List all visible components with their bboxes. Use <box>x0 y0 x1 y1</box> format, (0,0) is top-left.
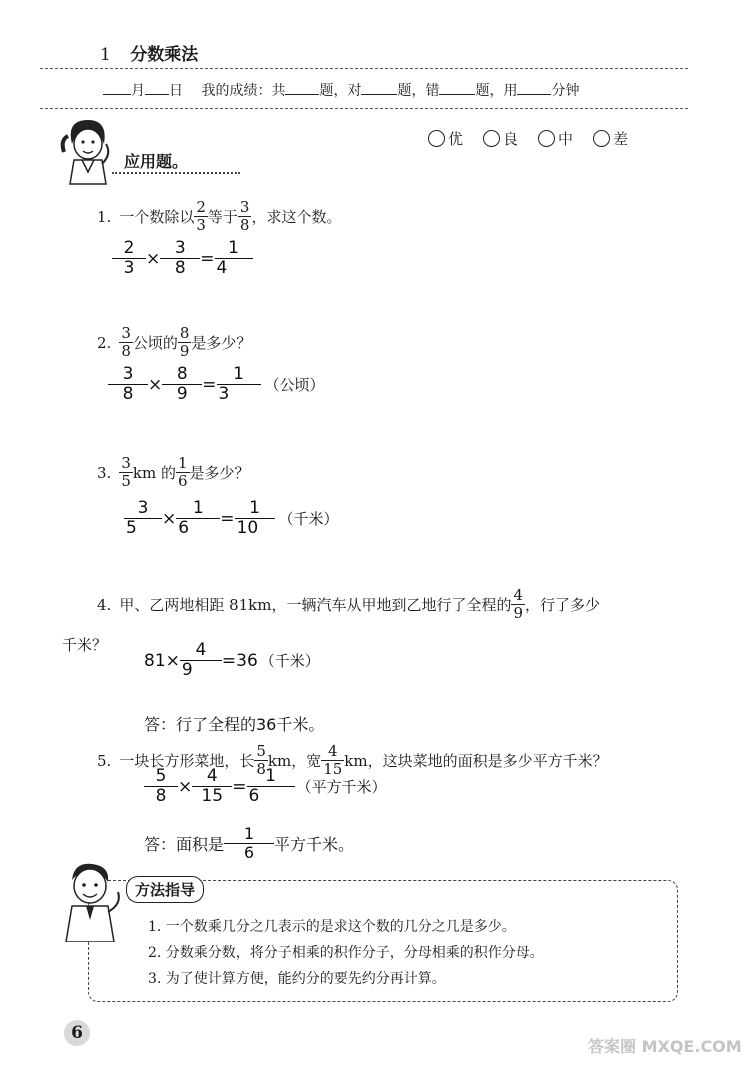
page-number: 6 <box>64 1020 90 1046</box>
problem-1: 1. 一个数除以 $\frac{2}{3}$ 等于 $\frac{3}{8}$ ，求这个数。 <box>97 198 342 234</box>
fraction: $\frac{5}{8}$ <box>144 768 178 805</box>
method-guide-title: 方法指导 <box>126 876 204 903</box>
grade-circle[interactable] <box>428 130 445 147</box>
fraction: $\frac{1}{4}$ <box>215 240 253 277</box>
total-blank[interactable] <box>285 94 319 95</box>
fraction: $\frac{1}{6}$ <box>177 454 188 490</box>
tip-item: 2. 分数乘分数，将分子相乘的积作分子，分母相乘的积作分母。 <box>148 945 544 961</box>
problem-3-work: $\frac{3}{5}$ × $\frac{1}{6}$ = $\frac{1}{10}$ （千米） <box>126 498 339 538</box>
fraction: $\frac{3}{8}$ <box>160 240 200 277</box>
heading-dotted-line <box>112 172 240 174</box>
fraction: $\frac{8}{9}$ <box>162 366 202 403</box>
fraction: $\frac{1}{6}$ <box>224 826 274 861</box>
grade-good[interactable]: 良 <box>483 128 518 149</box>
problem-5: 5. 一块长方形菜地，长 $\frac{5}{8}$ km，宽 $\frac{4}{15}$ km，这块菜地的面积是多少平方千米？ <box>97 742 608 778</box>
grade-excellent[interactable]: 优 <box>428 128 463 149</box>
grade-circle[interactable] <box>593 130 610 147</box>
fraction: $\frac{4}{15}$ <box>192 768 232 805</box>
fraction: $\frac{4}{9}$ <box>513 586 524 622</box>
section-title: 分数乘法 <box>130 45 199 65</box>
watermark: 答案圈 MXQE.COM <box>588 1037 742 1056</box>
fraction: $\frac{3}{8}$ <box>121 324 131 360</box>
grade-poor[interactable]: 差 <box>593 128 628 149</box>
wrong-blank[interactable] <box>439 94 475 95</box>
fraction: $\frac{1}{10}$ <box>235 500 275 537</box>
fraction: $\frac{5}{8}$ <box>256 742 266 778</box>
fraction: $\frac{3}{5}$ <box>121 454 131 490</box>
method-guide-list <box>148 914 544 992</box>
problem-3: 3. $\frac{3}{5}$ km 的 $\frac{1}{6}$ 是多少？ <box>97 454 250 490</box>
teacher-mascot-icon <box>56 858 126 942</box>
grade-fair[interactable]: 中 <box>538 128 573 149</box>
fraction: $\frac{3}{8}$ <box>108 366 148 403</box>
problem-2: 2. $\frac{3}{8}$ 公顷的 $\frac{8}{9}$ 是多少？ <box>97 324 252 360</box>
fraction: $\frac{2}{3}$ <box>112 240 146 277</box>
fraction: $\frac{1}{6}$ <box>247 768 295 805</box>
fraction: $\frac{1}{6}$ <box>176 500 220 537</box>
problem-5-answer: 答：面积是 $\frac{1}{6}$ 平方千米。 <box>144 824 355 862</box>
problem-4: 4. 甲、乙两地相距 81km，一辆汽车从甲地到乙地行了全程的 $\frac{4}{9}$ ，行了多少 <box>97 586 601 622</box>
grade-options <box>408 128 628 149</box>
grade-circle[interactable] <box>483 130 500 147</box>
correct-blank[interactable] <box>361 94 397 95</box>
month-blank[interactable] <box>103 94 131 95</box>
tip-item: 1. 一个数乘几分之几表示的是求这个数的几分之几是多少。 <box>148 919 516 935</box>
problem-1-work: $\frac{2}{3}$ × $\frac{3}{8}$ = $\frac{1}{4}$ <box>112 240 253 277</box>
problem-5-work: $\frac{5}{8}$ × $\frac{4}{15}$ = $\frac{1}{6}$ （平方千米） <box>144 768 387 805</box>
fraction: $\frac{1}{3}$ <box>217 366 261 403</box>
tip-item: 3. 为了使计算方便，能约分的要先约分再计算。 <box>148 971 446 987</box>
grade-circle[interactable] <box>538 130 555 147</box>
fraction: $\frac{3}{5}$ <box>124 500 162 537</box>
problem-4-cont: 千米？ <box>62 636 108 654</box>
section-header <box>100 40 198 65</box>
fraction: $\frac{3}{8}$ <box>239 198 250 234</box>
fraction: $\frac{4}{9}$ <box>180 642 222 679</box>
section-number: 1 <box>100 45 111 65</box>
problem-4-work: 81 × $\frac{4}{9}$ = 36 （千米） <box>144 640 320 680</box>
problem-2-work: $\frac{3}{8}$ × $\frac{8}{9}$ = $\frac{1}{3}$ （公顷） <box>108 366 325 403</box>
fraction: $\frac{4}{15}$ <box>323 742 343 778</box>
day-blank[interactable] <box>145 94 169 95</box>
score-record: 月 日 我的成绩：共 题，对 题，错 题，用 分钟 <box>103 80 579 100</box>
divider <box>40 68 688 69</box>
divider <box>40 108 688 109</box>
section-heading: 应用题。 <box>124 152 189 171</box>
girl-mascot-icon <box>56 114 118 186</box>
time-blank[interactable] <box>517 94 551 95</box>
fraction: $\frac{8}{9}$ <box>179 324 190 360</box>
fraction: $\frac{2}{3}$ <box>196 198 206 234</box>
problem-4-answer: 答：行了全程的36千米。 <box>144 715 325 734</box>
